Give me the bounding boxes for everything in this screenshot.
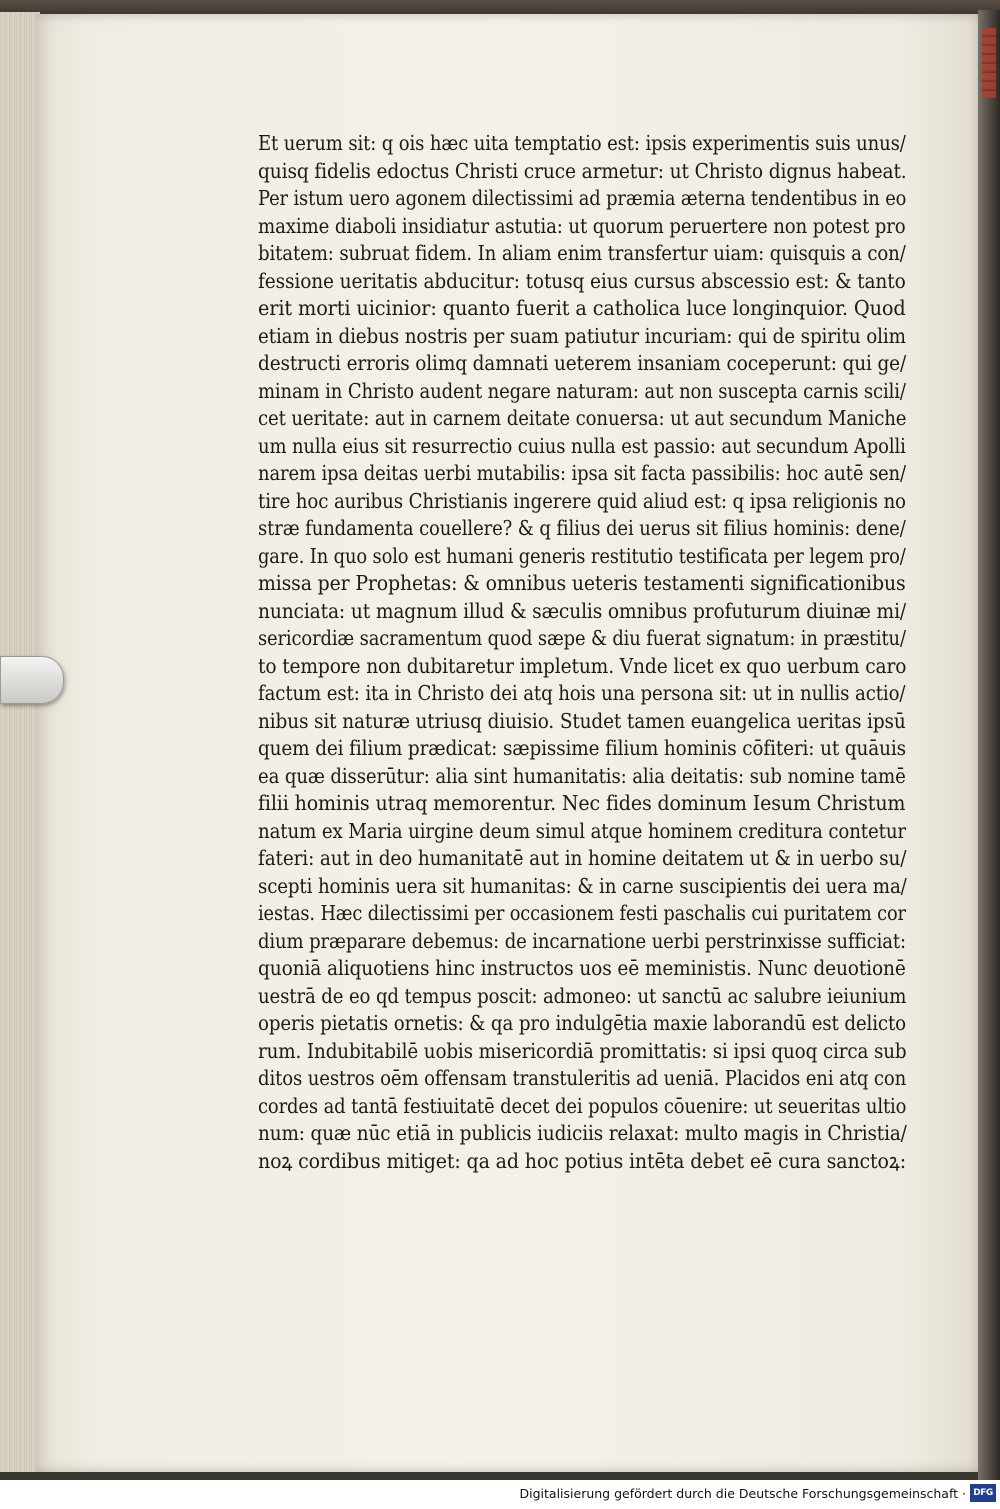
text-line-content: ea quæ disserūtur: alia sint humanitatis: alia deitatis: sub nomine tamē bbox=[258, 763, 906, 788]
text-line bbox=[258, 598, 908, 626]
text-line bbox=[258, 708, 908, 736]
text-line bbox=[258, 845, 908, 873]
text-line-content: rum. Indubitabilē uobis misericordiā promittatis: si ipsi quoq circa sub bbox=[258, 1038, 907, 1063]
text-line-content: Et uerum sit: q ois hæc uita temptatio est: ipsis experimentis suis unus/ bbox=[258, 131, 906, 155]
text-line bbox=[258, 240, 908, 268]
text-line bbox=[258, 1010, 908, 1038]
text-line-content: num: quæ nūc etiā in publicis iudiciis relaxat: multo magis in Christia/ bbox=[258, 1121, 907, 1145]
text-line bbox=[258, 543, 908, 571]
text-line bbox=[258, 350, 908, 378]
text-line-content: noꝝ cordibus mitiget: qa ad hoc potius intēta debet eē cura sanctoꝝ: bbox=[258, 1148, 906, 1173]
text-line bbox=[258, 625, 908, 653]
text-line bbox=[258, 515, 908, 543]
text-line bbox=[258, 460, 908, 488]
text-line bbox=[258, 323, 908, 351]
text-line-content: scepti hominis uera sit humanitas: & in carne suscipientis dei uera ma/ bbox=[258, 873, 907, 898]
text-line-content: filii hominis utraq memorentur. Nec fides dominum Iesum Christum bbox=[258, 791, 906, 815]
text-line bbox=[258, 185, 908, 213]
text-line-content: quoniā aliquotiens hinc instructos uos eē meministis. Nunc deuotionē bbox=[258, 956, 906, 980]
red-ribbon-marks bbox=[982, 28, 996, 98]
text-line-content: Per istum uero agonem dilectissimi ad præmia æterna tendentibus in eo bbox=[258, 186, 907, 210]
text-line-content: erit morti uicinior: quanto fuerit a catholica luce longinquior. Quod bbox=[258, 296, 906, 320]
text-line bbox=[258, 433, 908, 461]
text-line-content: operis pietatis ornetis: & qa pro indulgētia maxie laborandū est delicto bbox=[258, 1011, 907, 1035]
text-line bbox=[258, 130, 908, 158]
text-line-content: nibus sit naturæ utriusq diuisio. Studet tamen euangelica ueritas ipsū bbox=[258, 708, 906, 733]
text-line bbox=[258, 268, 908, 296]
text-line-content: dium præparare debemus: de incarnatione uerbi perstrinxisse sufficiat: bbox=[258, 928, 906, 953]
text-line bbox=[258, 928, 908, 956]
text-line-content: maxime diaboli insidiatur astutia: ut quorum peruertere non potest pro bbox=[258, 213, 906, 238]
text-line-content: etiam in diebus nostris per suam patiutur incuriam: qui de spiritu olim bbox=[258, 323, 906, 348]
text-line bbox=[258, 955, 908, 983]
text-line-content: quem dei filium prædicat: sæpissime filium hominis cōfiteri: ut quāuis bbox=[258, 736, 906, 760]
text-line-content: uestrā de eo qd tempus poscit: admoneo: ut sanctū ac salubre ieiunium bbox=[258, 983, 907, 1008]
text-line-content: gare. In quo solo est humani generis restitutio testificata per legem pro/ bbox=[258, 543, 906, 568]
text-line-content: destructi erroris olimq damnati ueterem insaniam coceperunt: qui ge/ bbox=[258, 351, 907, 375]
text-line bbox=[258, 1038, 908, 1066]
text-line bbox=[258, 873, 908, 901]
printed-text-block bbox=[258, 130, 908, 1175]
text-line-content: ditos uestros oēm offensam transtuleritis ad ueniā. Placidos eni atq con bbox=[258, 1066, 907, 1090]
text-line bbox=[258, 405, 908, 433]
page-clip bbox=[0, 656, 64, 704]
dfg-logo: DFG bbox=[970, 1484, 996, 1502]
text-line-content: factum est: ita in Christo dei atq hois una persona sit: ut in nullis actio/ bbox=[258, 681, 906, 705]
book-spine-edge bbox=[978, 10, 1000, 1480]
text-line-content: stræ fundamenta couellere? & q filius dei uerus sit filius hominis: dene/ bbox=[258, 516, 906, 540]
text-line-content: to tempore non dubitaretur impletum. Vnde licet ex quo uerbum caro bbox=[258, 653, 907, 678]
text-line bbox=[258, 818, 908, 846]
text-line bbox=[258, 983, 908, 1011]
text-line-content: fessione ueritatis abducitur: totusq eius cursus abscessio est: & tanto bbox=[258, 268, 906, 293]
text-line bbox=[258, 1093, 908, 1121]
footer-bar bbox=[0, 1480, 1000, 1509]
text-line-content: um nulla eius sit resurrectio cuius nulla est passio: aut secundum Apolli bbox=[258, 433, 906, 458]
text-line-content: minam in Christo audent negare naturam: aut non suscepta carnis scili/ bbox=[258, 378, 906, 403]
text-line bbox=[258, 213, 908, 241]
text-line-content: fateri: aut in deo humanitatē aut in homine deitatem ut & in uerbo su/ bbox=[258, 846, 907, 870]
text-line bbox=[258, 1120, 908, 1148]
text-line bbox=[258, 295, 908, 323]
text-line-content: missa per Prophetas: & omnibus ueteris testamenti significationibus bbox=[258, 571, 906, 595]
text-line bbox=[258, 378, 908, 406]
text-line bbox=[258, 680, 908, 708]
text-line bbox=[258, 653, 908, 681]
text-line-content: narem ipsa deitas uerbi mutabilis: ipsa sit facta passibilis: hoc autē sen/ bbox=[258, 461, 906, 485]
text-line-content: cet ueritate: aut in carnem deitate conuersa: ut aut secundum Maniche bbox=[258, 406, 907, 430]
text-line bbox=[258, 570, 908, 598]
text-line-content: nunciata: ut magnum illud & sæculis omnibus profuturum diuinæ mi/ bbox=[258, 598, 907, 623]
text-line-content: bitatem: subruat fidem. In aliam enim transfertur uiam: quisquis a con/ bbox=[258, 241, 906, 265]
text-line-content: sericordiæ sacramentum quod sæpe & diu fuerat signatum: in præstitu/ bbox=[258, 626, 906, 650]
text-line-content: iestas. Hæc dilectissimi per occasionem festi paschalis cui puritatem cor bbox=[258, 901, 906, 925]
text-line-content: cordes ad tantā festiuitatē decet dei populos cōuenire: ut seueritas ultio bbox=[258, 1093, 907, 1118]
text-line bbox=[258, 790, 908, 818]
book-page-edges bbox=[0, 12, 40, 1472]
text-line-content: tire hoc auribus Christianis ingerere quid aliud est: q ipsa religionis no bbox=[258, 488, 906, 513]
funding-credit: Digitalisierung gefördert durch die Deutsche Forschungsgemeinschaft · bbox=[519, 1486, 966, 1501]
text-line bbox=[258, 900, 908, 928]
text-line bbox=[258, 1148, 908, 1176]
text-line-content: natum ex Maria uirgine deum simul atque hominem creditura contetur bbox=[258, 818, 906, 843]
text-line bbox=[258, 763, 908, 791]
text-line bbox=[258, 735, 908, 763]
text-line bbox=[258, 158, 908, 186]
text-line bbox=[258, 488, 908, 516]
text-line-content: quisq fidelis edoctus Christi cruce armetur: ut Christo dignus habeat. bbox=[258, 158, 907, 183]
text-line bbox=[258, 1065, 908, 1093]
